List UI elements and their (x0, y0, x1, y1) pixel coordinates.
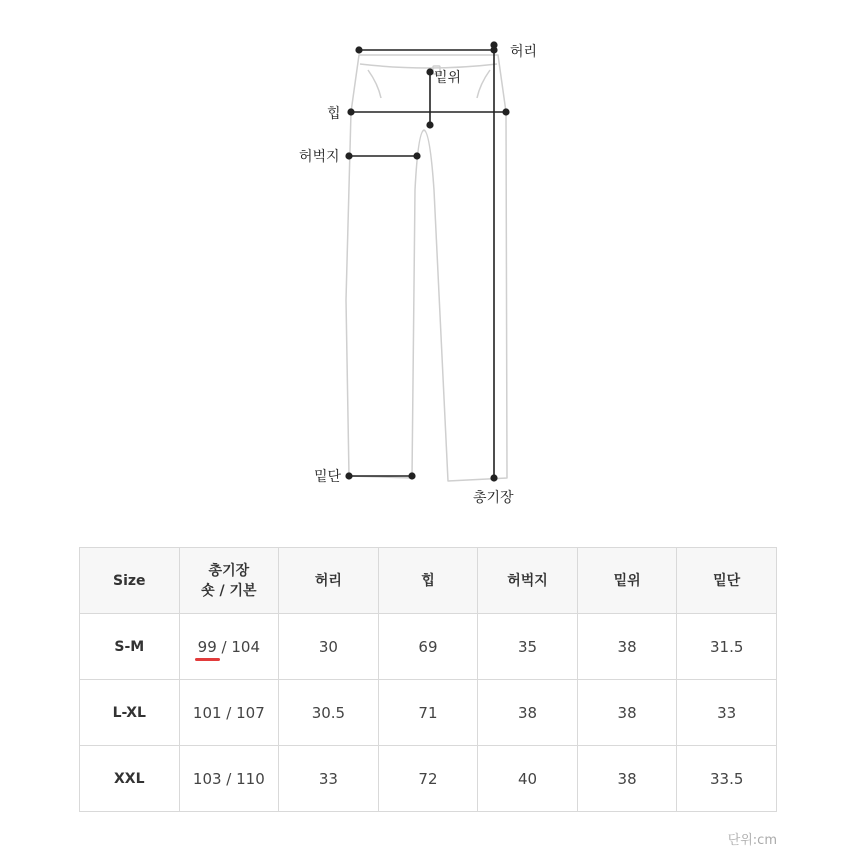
row-thigh: 35 (478, 614, 578, 680)
hem-label: 밑단 (314, 469, 342, 485)
row-length (179, 614, 279, 680)
measurement-lines (346, 42, 509, 481)
waistband-line (360, 64, 497, 68)
size-table-body (80, 614, 777, 812)
row-hem: 31.5 (677, 614, 777, 680)
rise-dot-bottom (427, 122, 433, 128)
header-size: Size (80, 548, 180, 614)
header-length-subtitle: 숏 / 기본 (201, 582, 257, 599)
pants-outline (346, 55, 507, 481)
row-length: 103 / 110 (179, 746, 279, 812)
length-dot-bottom (491, 475, 497, 481)
header-waist: 허리 (279, 548, 379, 614)
row-rise: 38 (577, 614, 677, 680)
row-size: S-M (80, 614, 180, 680)
row-size: XXL (80, 746, 180, 812)
header-hem: 밑단 (677, 548, 777, 614)
row-length: 101 / 107 (179, 680, 279, 746)
row-hip: 72 (378, 746, 478, 812)
header-length-title: 총기장 (208, 562, 250, 579)
header-length (179, 548, 279, 614)
row-size: L-XL (80, 680, 180, 746)
length-dot-top (491, 42, 497, 48)
hem-dot-right (409, 473, 415, 479)
row-waist: 33 (279, 746, 379, 812)
row-hem: 33 (677, 680, 777, 746)
row-hip: 69 (378, 614, 478, 680)
row-waist: 30 (279, 614, 379, 680)
unit-note: 단위:cm (727, 833, 777, 848)
header-thigh: 허벅지 (478, 548, 578, 614)
header-hip: 힙 (378, 548, 478, 614)
row-thigh: 40 (478, 746, 578, 812)
waist-label: 허리 (510, 44, 538, 60)
header-rise: 밑위 (577, 548, 677, 614)
waist-dot-left (356, 47, 362, 53)
hip-dot-right (503, 109, 509, 115)
row-thigh: 38 (478, 680, 578, 746)
row-hem: 33.5 (677, 746, 777, 812)
thigh-label: 허벅지 (299, 149, 340, 165)
pants-body-outline (346, 55, 507, 481)
table-row (80, 680, 777, 746)
thigh-dot-left (346, 153, 352, 159)
row-waist: 30.5 (279, 680, 379, 746)
row-hip: 71 (378, 680, 478, 746)
rise-label: 밑위 (434, 70, 462, 86)
table-row (80, 614, 777, 680)
thigh-dot-right (414, 153, 420, 159)
length-short-highlighted: 99 (197, 637, 217, 656)
header-row (80, 548, 777, 614)
length-regular: / 104 (216, 637, 260, 656)
hip-label: 힙 (327, 106, 341, 122)
size-table-header (80, 548, 777, 614)
size-table (79, 547, 777, 812)
length-label: 총기장 (473, 490, 514, 506)
hem-dot-left (346, 473, 352, 479)
rise-dot-top (427, 69, 433, 75)
hip-dot-left (348, 109, 354, 115)
left-pocket (368, 70, 381, 98)
right-pocket (477, 70, 490, 98)
table-row (80, 746, 777, 812)
row-rise: 38 (577, 746, 677, 812)
row-rise: 38 (577, 680, 677, 746)
